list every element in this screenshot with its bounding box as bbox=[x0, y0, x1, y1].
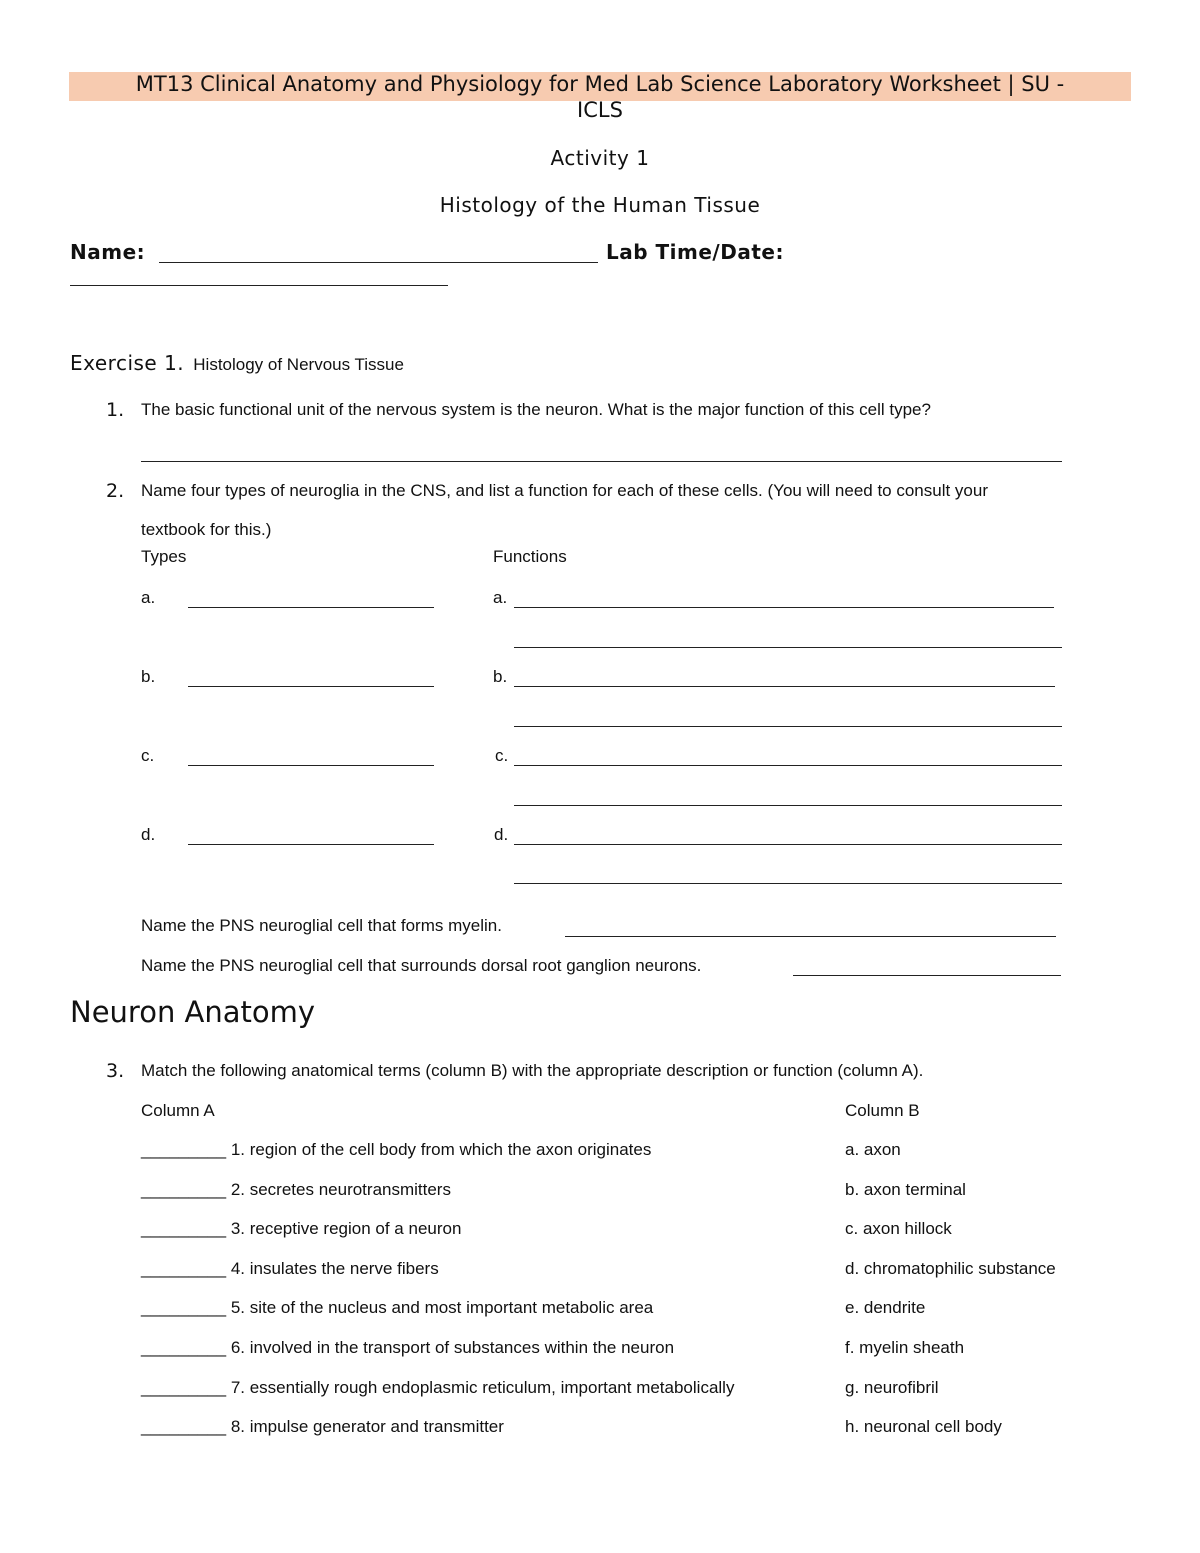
column-b-item: c. axon hillock bbox=[845, 1219, 952, 1238]
match-blank[interactable]: _________ bbox=[141, 1259, 227, 1278]
match-row bbox=[141, 1219, 461, 1239]
activity-title: Activity 1 bbox=[550, 146, 650, 170]
column-a-header: Column A bbox=[141, 1101, 215, 1120]
pns-drg-question: Name the PNS neuroglial cell that surrounds dorsal root ganglion neurons. bbox=[141, 956, 702, 975]
column-b-item: f. myelin sheath bbox=[845, 1338, 965, 1357]
pns-myelin-answer-line[interactable] bbox=[565, 936, 1056, 937]
column-a-item: 6. involved in the transport of substances within the neuron bbox=[230, 1338, 675, 1357]
column-a-item: 8. impulse generator and transmitter bbox=[230, 1417, 504, 1436]
match-row bbox=[141, 1259, 439, 1279]
match-row bbox=[141, 1338, 674, 1358]
exercise-heading bbox=[70, 351, 404, 375]
header-title: MT13 Clinical Anatomy and Physiology for Med Lab Science Laboratory Worksheet | SU - bbox=[135, 72, 1065, 96]
column-b-item: b. axon terminal bbox=[845, 1180, 966, 1199]
function-letter: d. bbox=[494, 825, 509, 844]
question-number: 3. bbox=[106, 1060, 125, 1082]
question-1-text: The basic functional unit of the nervous system is the neuron. What is the major function of this cell type? bbox=[141, 400, 931, 419]
match-row bbox=[141, 1417, 504, 1437]
question-number: 1. bbox=[106, 399, 125, 421]
column-b-item: g. neurofibril bbox=[845, 1378, 939, 1397]
column-b-item: e. dendrite bbox=[845, 1298, 926, 1317]
match-row bbox=[141, 1298, 653, 1318]
column-b-header: Column B bbox=[845, 1101, 920, 1120]
function-answer-line[interactable] bbox=[514, 686, 1055, 687]
match-blank[interactable]: _________ bbox=[141, 1378, 227, 1397]
column-a-item: 2. secretes neurotransmitters bbox=[230, 1180, 451, 1199]
lab-time-label: Lab Time/Date: bbox=[606, 240, 784, 264]
function-letter: b. bbox=[493, 667, 508, 686]
type-answer-line[interactable] bbox=[188, 765, 434, 766]
exercise-label: Exercise 1. bbox=[70, 351, 185, 375]
name-field[interactable] bbox=[159, 262, 598, 263]
match-row bbox=[141, 1378, 734, 1398]
type-letter: a. bbox=[141, 588, 156, 607]
pns-drg-answer-line[interactable] bbox=[793, 975, 1061, 976]
match-blank[interactable]: _________ bbox=[141, 1338, 227, 1357]
column-b-item: h. neuronal cell body bbox=[845, 1417, 1002, 1436]
pns-myelin-question: Name the PNS neuroglial cell that forms myelin. bbox=[141, 916, 502, 935]
type-letter: c. bbox=[141, 746, 155, 765]
section-heading: Neuron Anatomy bbox=[70, 995, 316, 1029]
function-letter: c. bbox=[495, 746, 509, 765]
function-letter: a. bbox=[493, 588, 508, 607]
function-answer-line[interactable] bbox=[514, 726, 1062, 727]
match-blank[interactable]: _________ bbox=[141, 1140, 227, 1159]
type-answer-line[interactable] bbox=[188, 607, 434, 608]
match-row bbox=[141, 1140, 651, 1160]
column-b-item: d. chromatophilic substance bbox=[845, 1259, 1056, 1278]
column-a-item: 7. essentially rough endoplasmic reticulum, important metabolically bbox=[230, 1378, 735, 1397]
types-header: Types bbox=[141, 547, 187, 566]
column-a-item: 5. site of the nucleus and most important metabolic area bbox=[230, 1298, 654, 1317]
question-2-text: Name four types of neuroglia in the CNS, and list a function for each of these cells. (You will need to consult your bbox=[141, 481, 989, 500]
column-a-item: 1. region of the cell body from which the axon originates bbox=[230, 1140, 652, 1159]
exercise-title: Histology of Nervous Tissue bbox=[193, 355, 404, 374]
header-title-continued: ICLS bbox=[577, 98, 623, 122]
type-answer-line[interactable] bbox=[188, 844, 434, 845]
column-a-item: 4. insulates the nerve fibers bbox=[230, 1259, 439, 1278]
type-letter: b. bbox=[141, 667, 156, 686]
function-answer-line[interactable] bbox=[514, 647, 1062, 648]
function-answer-line[interactable] bbox=[514, 844, 1062, 845]
type-letter: d. bbox=[141, 825, 156, 844]
worksheet-subtitle: Histology of the Human Tissue bbox=[439, 193, 761, 217]
question-3-text: Match the following anatomical terms (column B) with the appropriate description or function (column A). bbox=[141, 1061, 924, 1080]
match-blank[interactable]: _________ bbox=[141, 1219, 227, 1238]
function-answer-line[interactable] bbox=[514, 883, 1062, 884]
function-answer-line[interactable] bbox=[514, 607, 1054, 608]
match-row bbox=[141, 1180, 451, 1200]
match-blank[interactable]: _________ bbox=[141, 1298, 227, 1317]
name-label: Name: bbox=[70, 240, 146, 264]
question-2-text-continued: textbook for this.) bbox=[141, 520, 272, 539]
question-number: 2. bbox=[106, 480, 125, 502]
type-answer-line[interactable] bbox=[188, 686, 434, 687]
lab-time-field[interactable] bbox=[70, 285, 448, 286]
column-b-item: a. axon bbox=[845, 1140, 901, 1159]
function-answer-line[interactable] bbox=[514, 765, 1062, 766]
column-a-item: 3. receptive region of a neuron bbox=[230, 1219, 462, 1238]
question-1-answer-line[interactable] bbox=[141, 461, 1062, 462]
match-blank[interactable]: _________ bbox=[141, 1417, 227, 1436]
functions-header: Functions bbox=[493, 547, 567, 566]
match-blank[interactable]: _________ bbox=[141, 1180, 227, 1199]
function-answer-line[interactable] bbox=[514, 805, 1062, 806]
